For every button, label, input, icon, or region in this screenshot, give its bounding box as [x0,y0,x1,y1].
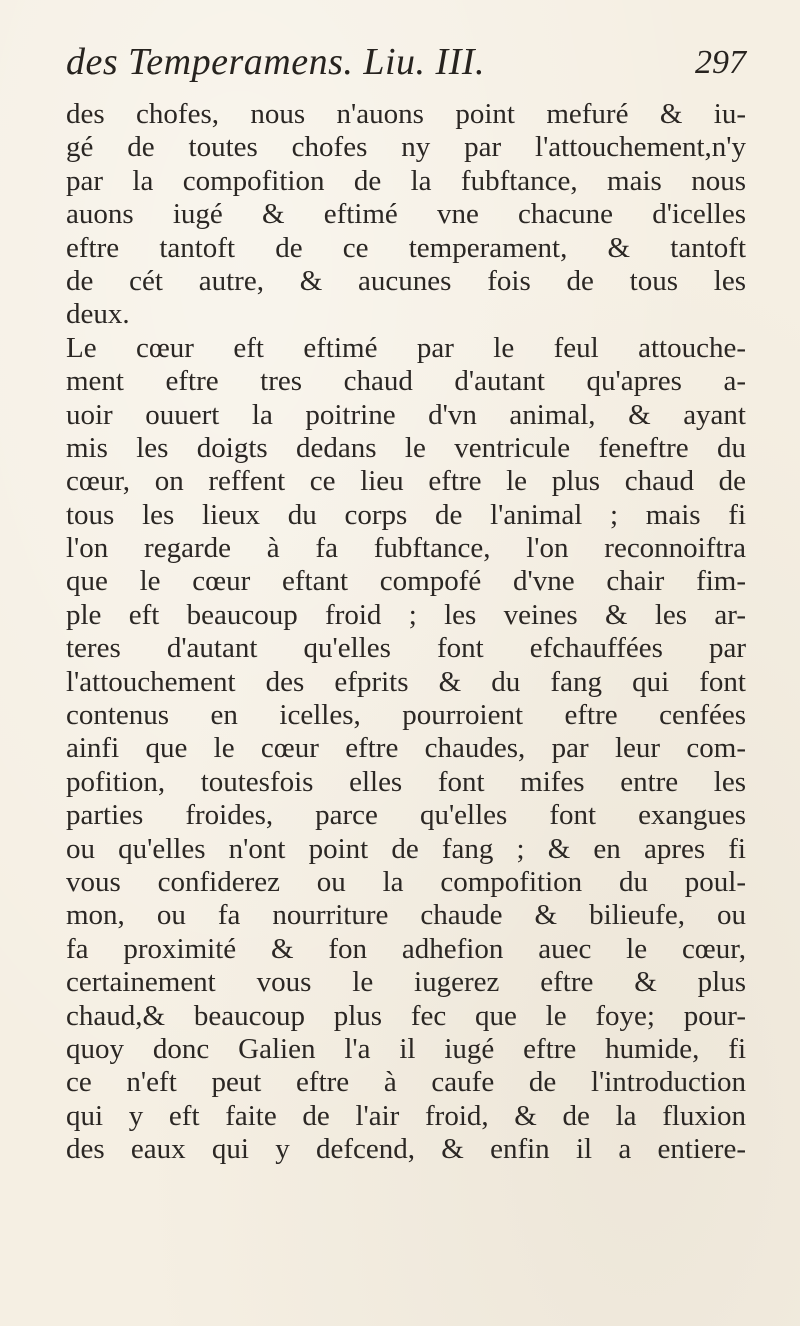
text-line: que le cœur eftant compofé d'vne chair fim- [66,565,746,598]
text-line: tous les lieux du corps de l'animal ; mais fi [66,498,746,531]
text-line: certainement vous le iugerez eftre & plus [66,966,746,999]
text-line: l'attouchement des efprits & du fang qui font [66,665,746,698]
text-line: des chofes, nous n'auons point mefuré & iu- [66,98,746,130]
text-line: deux. [66,298,130,331]
text-line: ple eft beaucoup froid ; les veines & les ar- [66,598,746,631]
text-line: vous confiderez ou la compofition du poul- [66,865,746,898]
text-line: auons iugé & eftimé vne chacune d'icelles [66,198,746,231]
page-header [66,40,746,92]
text-line: ce n'eft peut eftre à caufe de l'introduction [66,1066,746,1099]
text-line: mis les doigts dedans le ventricule feneftre du [66,431,746,464]
text-line: parties froides, parce qu'elles font exangues [66,799,746,832]
text-line: ainfi que le cœur eftre chaudes, par leur com- [66,732,746,765]
text-line: gé de toutes chofes ny par l'attouchement,n'y [66,131,746,164]
text-line: ou qu'elles n'ont point de fang ; & en apres fi [66,832,746,865]
text-line: ment eftre tres chaud d'autant qu'apres a- [66,365,746,398]
text-line: Le cœur eft eftimé par le feul attouche- [66,331,746,364]
text-line: de cét autre, & aucunes fois de tous les [66,264,746,297]
text-line: teres d'autant qu'elles font efchauffées par [66,632,746,665]
text-line: eftre tantoft de ce temperament, & tantoft [66,231,746,264]
text-line: cœur, on reffent ce lieu eftre le plus chaud de [66,465,746,498]
text-line: qui y eft faite de l'air froid, & de la fluxion [66,1099,746,1132]
text-line: mon, ou fa nourriture chaude & bilieufe, ou [66,899,746,932]
text-line: l'on regarde à fa fubftance, l'on reconnoiftra [66,532,746,565]
text-line: par la compofition de la fubftance, mais nous [66,164,746,197]
body-text [66,98,746,1167]
text-line: quoy donc Galien l'a il iugé eftre humide, fi [66,1032,746,1065]
text-line: chaud,& beaucoup plus fec que le foye; pour- [66,999,746,1032]
text-line: contenus en icelles, pourroient eftre cenfées [66,699,746,732]
text-line: des eaux qui y defcend, & enfin il a entiere- [66,1133,746,1166]
page-number: 297 [695,44,746,81]
text-line: fa proximité & fon adhefion auec le cœur, [66,932,746,965]
text-line: uoir ouuert la poitrine d'vn animal, & ayant [66,398,746,431]
text-line: pofition, toutesfois elles font mifes entre les [66,765,746,798]
running-title: des Temperamens. Liu. III. [66,41,486,83]
